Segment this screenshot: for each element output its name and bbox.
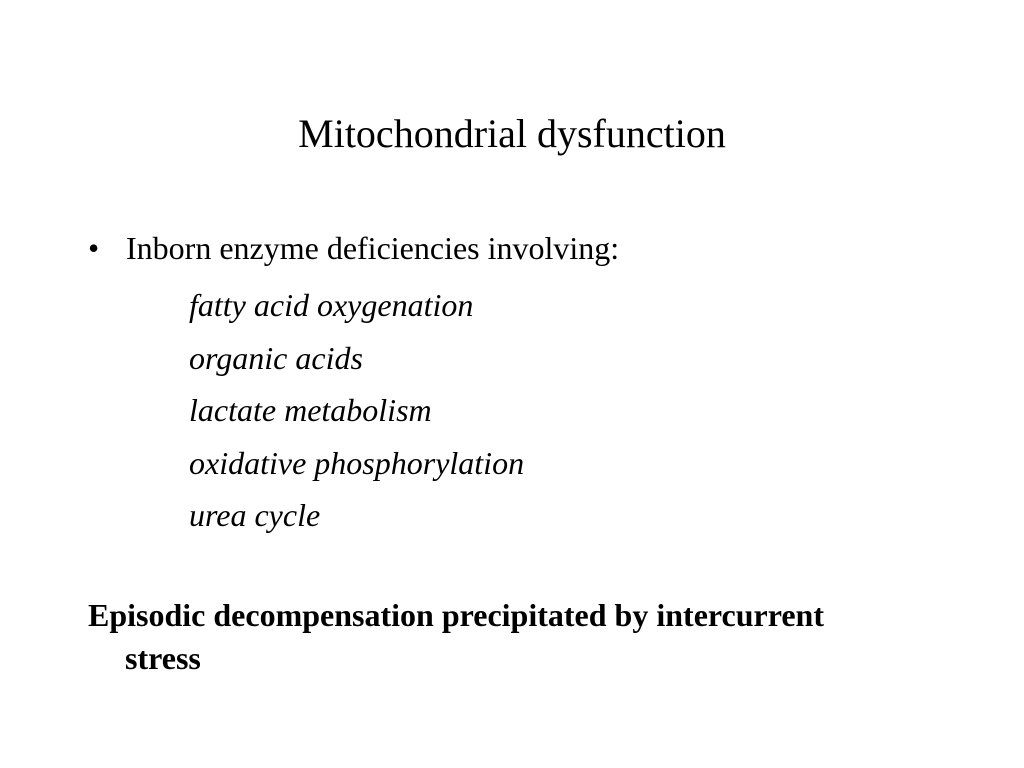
bold-paragraph: Episodic decompensation precipitated by intercurrent stress xyxy=(88,597,824,676)
slide-title: Mitochondrial dysfunction xyxy=(298,111,726,156)
sub-item-oxidative-phosphorylation: oxidative phosphorylation xyxy=(189,444,525,481)
bullet-item xyxy=(88,226,619,270)
sub-list xyxy=(189,279,524,542)
bullet-marker: • xyxy=(88,230,100,266)
sub-item-urea-cycle: urea cycle xyxy=(189,497,321,533)
sub-item-fatty-acid-oxygenation: fatty acid oxygenation xyxy=(189,287,474,323)
bullet-text: Inborn enzyme deficiencies involving: xyxy=(126,230,620,266)
sub-item-lactate-metabolism: lactate metabolism xyxy=(189,392,432,428)
sub-item-organic-acids: organic acids xyxy=(189,339,363,376)
